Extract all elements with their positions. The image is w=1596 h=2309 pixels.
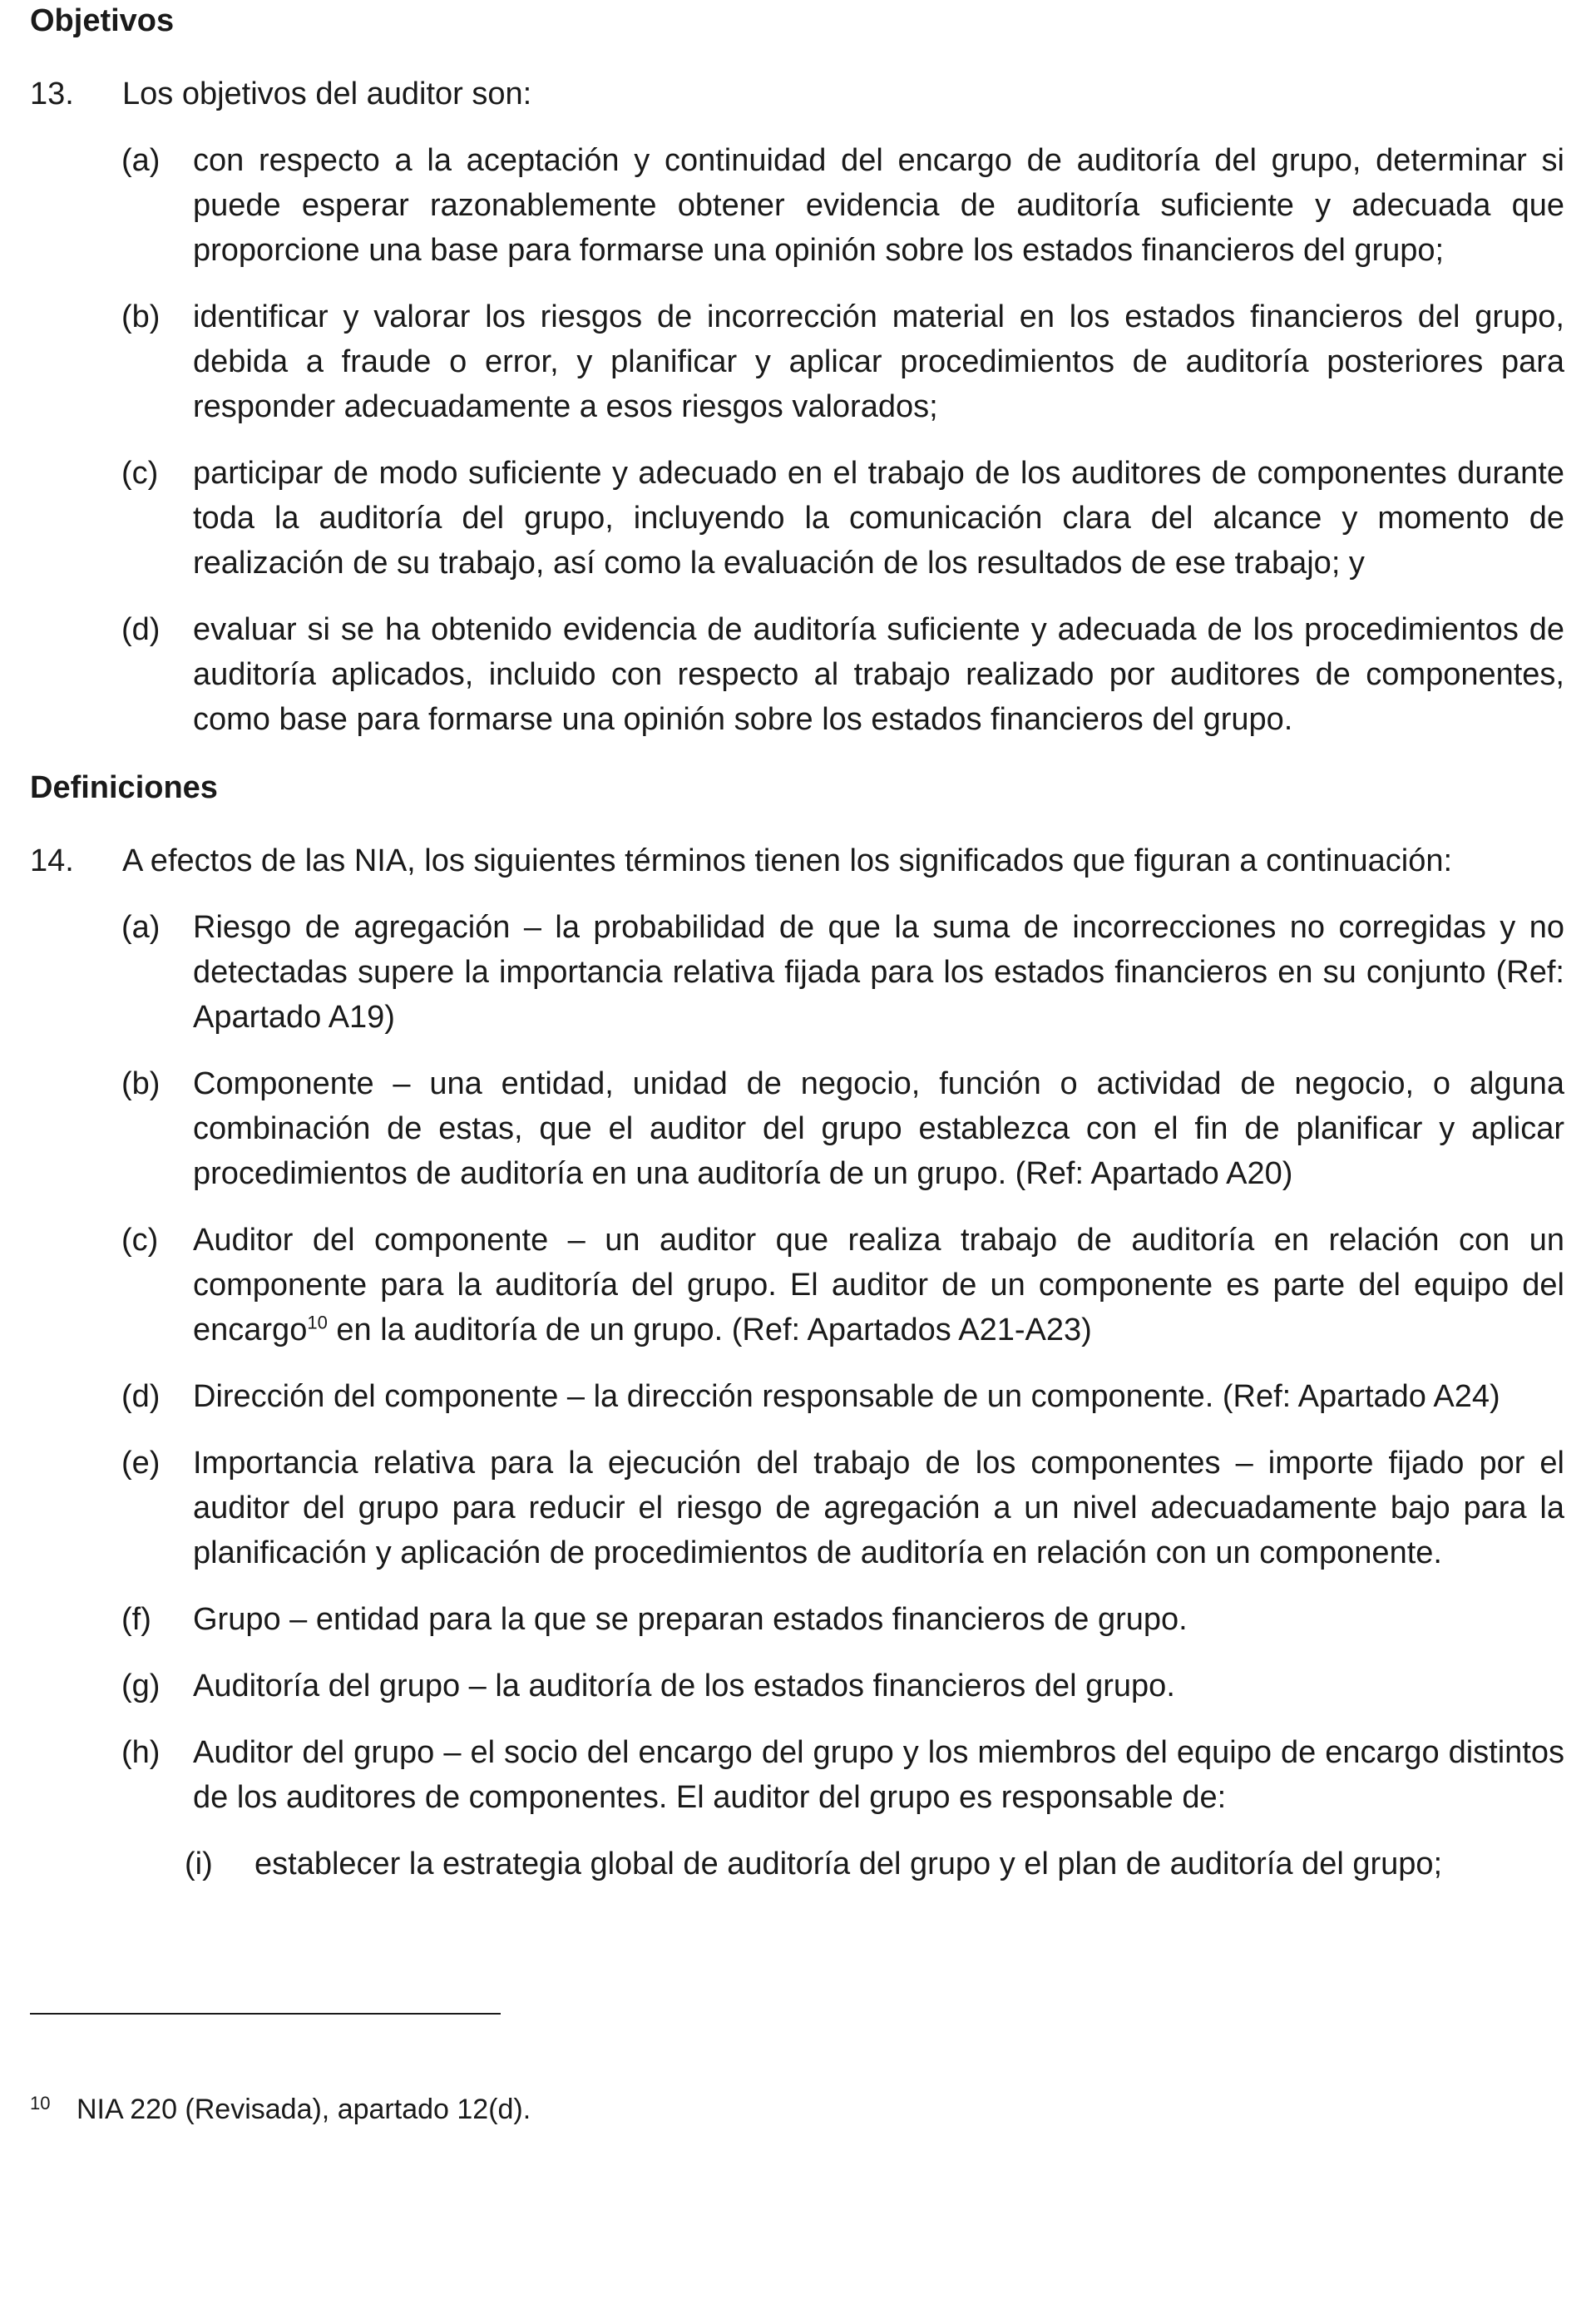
item-label: (c) xyxy=(121,456,159,491)
list-item xyxy=(121,1597,1564,1642)
paragraph-13 xyxy=(30,72,1564,116)
subitem-text: establecer la estrategia global de auditoría del grupo y el plan de auditoría del grupo; xyxy=(254,1847,1443,1881)
list-item xyxy=(121,451,1564,586)
item-text xyxy=(193,1218,1564,1352)
item-label: (f) xyxy=(121,1602,151,1637)
list-item xyxy=(121,1218,1564,1352)
item-text: Grupo – entidad para la que se preparan estados financieros de grupo. xyxy=(193,1602,1188,1637)
list-item xyxy=(121,607,1564,742)
item-label: (c) xyxy=(121,1223,159,1258)
footnote-reference[interactable]: 10 xyxy=(307,1312,328,1333)
list-item xyxy=(121,1730,1564,1886)
footnote-text: NIA 220 (Revisada), apartado 12(d). xyxy=(77,2094,531,2125)
list-item xyxy=(121,905,1564,1040)
item-label: (d) xyxy=(121,612,161,647)
item-label: (b) xyxy=(121,299,161,334)
subitem-label: (i) xyxy=(185,1847,213,1881)
item-text: Auditoría del grupo – la auditoría de los estados financieros del grupo. xyxy=(193,1669,1175,1703)
section-heading-objetivos: Objetivos xyxy=(30,3,175,38)
item-label: (a) xyxy=(121,910,161,945)
sub-list xyxy=(185,1842,1564,1886)
paragraph-text: A efectos de las NIA, los siguientes términos tienen los significados que figuran a continuación: xyxy=(122,843,1453,878)
section-heading-definiciones: Definiciones xyxy=(30,770,218,805)
paragraph-14 xyxy=(30,838,1564,883)
item-label: (e) xyxy=(121,1446,161,1481)
list-item xyxy=(121,294,1564,429)
definitions-list xyxy=(30,905,1564,1886)
item-text-block xyxy=(185,1730,1564,1886)
footnote-mark: 10 xyxy=(30,2093,51,2114)
item-text-before: Auditor del componente – un auditor que realiza trabajo de auditoría en relación con un componente para la auditoría del grupo. El auditor de un componente es parte del equipo del encargo xyxy=(193,1223,1564,1347)
paragraph-text: Los objetivos del auditor son: xyxy=(122,77,532,111)
footnote-divider xyxy=(30,2013,501,2015)
list-item xyxy=(121,1441,1564,1575)
item-text: con respecto a la aceptación y continuidad del encargo de auditoría del grupo, determinar si puede esperar razonablemente obtener evidencia de auditoría suficiente y adecuada que proporcione una base para formarse una opinión sobre los estados financieros del grupo; xyxy=(193,143,1564,268)
item-text: identificar y valorar los riesgos de incorrección material en los estados financieros del grupo, debida a fraude o error, y planificar y aplicar procedimientos de auditoría posteriores para responder adecuadamente a esos riesgos valorados; xyxy=(193,299,1564,424)
footnote xyxy=(30,2091,531,2128)
item-label: (h) xyxy=(121,1735,161,1770)
list-item xyxy=(121,1061,1564,1196)
paragraph-number: 14. xyxy=(30,843,74,878)
item-text: Auditor del grupo – el socio del encargo del grupo y los miembros del equipo de encargo distintos de los auditores de componentes. El auditor del grupo es responsable de: xyxy=(193,1735,1564,1815)
paragraph-number: 13. xyxy=(30,77,74,111)
list-item xyxy=(121,1374,1564,1419)
item-text: Importancia relativa para la ejecución del trabajo de los componentes – importe fijado por el auditor del grupo para reducir el riesgo de agregación a un nivel adecuadamente bajo para la planificación y aplicación de procedimientos de auditoría en relación con un componente. xyxy=(193,1446,1564,1570)
item-text-after: en la auditoría de un grupo. (Ref: Apartados A21-A23) xyxy=(327,1313,1092,1347)
item-label: (a) xyxy=(121,143,161,178)
objectives-list xyxy=(30,138,1564,742)
item-label: (d) xyxy=(121,1379,161,1414)
item-text: participar de modo suficiente y adecuado en el trabajo de los auditores de componentes durante toda la auditoría del grupo, incluyendo la comunicación clara del alcance y momento de realización de su trabajo, así como la evaluación de los resultados de ese trabajo; y xyxy=(193,456,1564,581)
item-text: Riesgo de agregación – la probabilidad de que la suma de incorrecciones no corregidas y no detectadas supere la importancia relativa fijada para los estados financieros en su conjunto (Ref: Apartado A19) xyxy=(193,910,1564,1035)
sub-list-item xyxy=(185,1842,1564,1886)
item-text: evaluar si se ha obtenido evidencia de auditoría suficiente y adecuada de los procedimientos de auditoría aplicados, incluido con respecto al trabajo realizado por auditores de componentes, como base para formarse una opinión sobre los estados financieros del grupo. xyxy=(193,612,1564,737)
item-text: Componente – una entidad, unidad de negocio, función o actividad de negocio, o alguna combinación de estas, que el auditor del grupo establezca con el fin de planificar y aplicar procedimientos de auditoría en una auditoría de un grupo. (Ref: Apartado A20) xyxy=(193,1066,1564,1191)
item-label: (b) xyxy=(121,1066,161,1101)
item-label: (g) xyxy=(121,1669,161,1703)
list-item xyxy=(121,1664,1564,1708)
item-text: Dirección del componente – la dirección responsable de un componente. (Ref: Apartado A24) xyxy=(193,1379,1500,1414)
list-item xyxy=(121,138,1564,273)
